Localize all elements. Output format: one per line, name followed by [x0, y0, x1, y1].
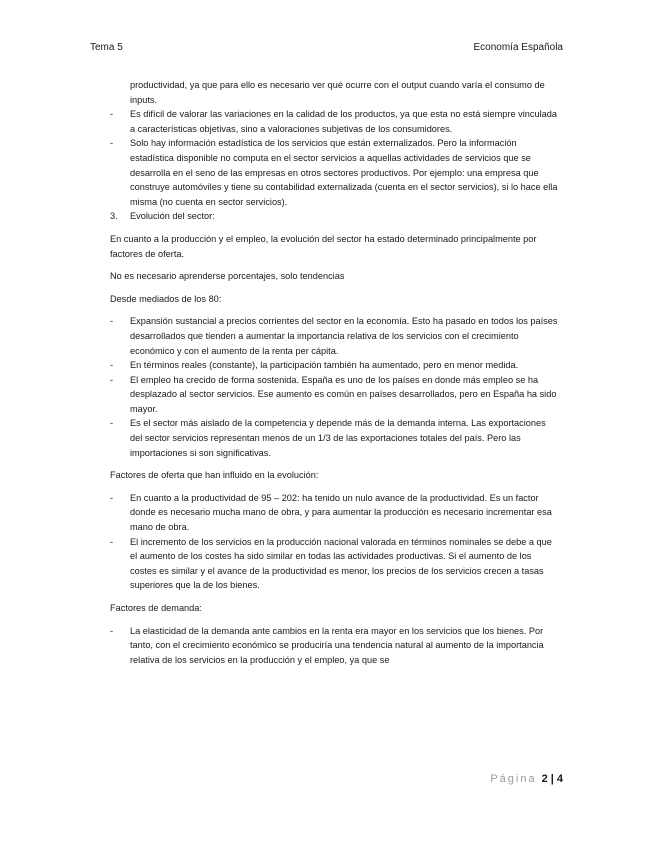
bullet-item — [110, 491, 560, 535]
header-subject: Economía Española — [473, 42, 563, 53]
bullet-marker: - — [110, 360, 114, 371]
page-separator: | — [550, 773, 554, 785]
bullet-list — [110, 491, 560, 593]
bullet-item — [110, 314, 560, 358]
bullet-list — [110, 624, 560, 668]
bullet-item — [110, 535, 560, 593]
bullet-text: Es difícil de valorar las variaciones en la calidad de los productos, ya que esta no está siempre vinculada a características objetivas, sino a valoraciones subjetivas de los consumidores. — [130, 109, 557, 134]
page-footer — [490, 773, 563, 785]
bullet-text: El incremento de los servicios en la producción nacional valorada en términos nominales se debe a que el aumento de los costes ha sido similar en todas las actividades productivas. Si el aumento de los costes es similar y el avance de la productividad es menor, los precios de los servicios crecen a tasas superiores que la de los bienes. — [130, 536, 552, 591]
bullet-marker: - — [110, 109, 114, 120]
bullet-text: La elasticidad de la demanda ante cambios en la renta era mayor en los servicios que los bienes. Por tanto, con el crecimiento económico se produciría una tendencia natural al aumento de la importancia relativa de los servicios en la producción y el empleo, ya que se — [130, 625, 544, 665]
number-marker: 3. — [110, 211, 118, 222]
heading-text: Evolución del sector: — [130, 211, 215, 222]
bullet-text: En términos reales (constante), la participación también ha aumentado, pero en menor medida. — [130, 360, 519, 371]
bullet-marker: - — [110, 536, 114, 547]
bullet-marker: - — [110, 138, 114, 149]
bullet-item — [110, 373, 560, 417]
bullet-text: El empleo ha crecido de forma sostenida. España es uno de los países en donde más empleo se ha desplazado al sector servicios. Ese aumento es común en países desarrollados, pero en España ha sido mayor. — [130, 374, 557, 414]
document-body — [110, 78, 560, 667]
bullet-item — [110, 416, 560, 460]
bullet-item — [110, 358, 560, 373]
bullet-marker: - — [110, 316, 114, 327]
bullet-marker: - — [110, 625, 114, 636]
bullet-text: Expansión sustancial a precios corrientes del sector en la economía. Esto ha pasado en todos los países desarrollados que tienden a aumentar la importancia relativa de los servicios con el crecimiento económico y con el aumento de la renta per cápita. — [130, 316, 558, 356]
bullet-item — [110, 136, 560, 209]
page-total: 4 — [556, 773, 563, 785]
paragraph: No es necesario aprenderse porcentajes, solo tendencias — [110, 271, 345, 282]
paragraph: Factores de demanda: — [110, 603, 202, 613]
bullet-text: Solo hay información estadística de los servicios que están externalizados. Pero la información estadística disponible no computa en el sector servicios a aquellas actividades de servicios que se desarrolla en el seno de las empresas en otros sectores productivos. Por ejemplo: una empresa que construye automóviles y tiene su contabilidad externalizada (cuenta en el sector servicios), si lo hace ella misma (no cuenta en sector servicios). — [130, 138, 558, 207]
bullet-text: En cuanto a la productividad de 95 – 202: ha tenido un nulo avance de la productividad. Es un factor donde es necesario mucha mano de obra, y para aumentar la producción es necesario incrementar esa mano de obra. — [130, 492, 552, 533]
bullet-text: Es el sector más aislado de la competencia y depende más de la demanda interna. Las exportaciones del sector servicios representan menos de un 1/3 de las exportaciones totales del país. Pero las importaciones si son significativas. — [130, 418, 546, 458]
continued-text: productividad, ya que para ello es necesario ver qué ocurre con el output cuando varía el consumo de inputs. — [130, 80, 545, 105]
bullet-item — [110, 107, 560, 136]
paragraph: Factores de oferta que han influido en la evolución: — [110, 470, 319, 481]
paragraph: Desde mediados de los 80: — [110, 293, 222, 304]
page-number: 2 — [541, 773, 548, 785]
bullet-list — [110, 314, 560, 460]
bullet-marker: - — [110, 374, 114, 385]
bullet-item — [110, 624, 560, 668]
header-topic: Tema 5 — [90, 42, 123, 53]
paragraph: En cuanto a la producción y el empleo, la evolución del sector ha estado determinado principalmente por factores de oferta. — [110, 233, 537, 259]
bullet-marker: - — [110, 492, 114, 503]
numbered-heading — [110, 209, 560, 224]
page-label: Página — [490, 773, 537, 785]
bullet-marker: - — [110, 418, 114, 429]
